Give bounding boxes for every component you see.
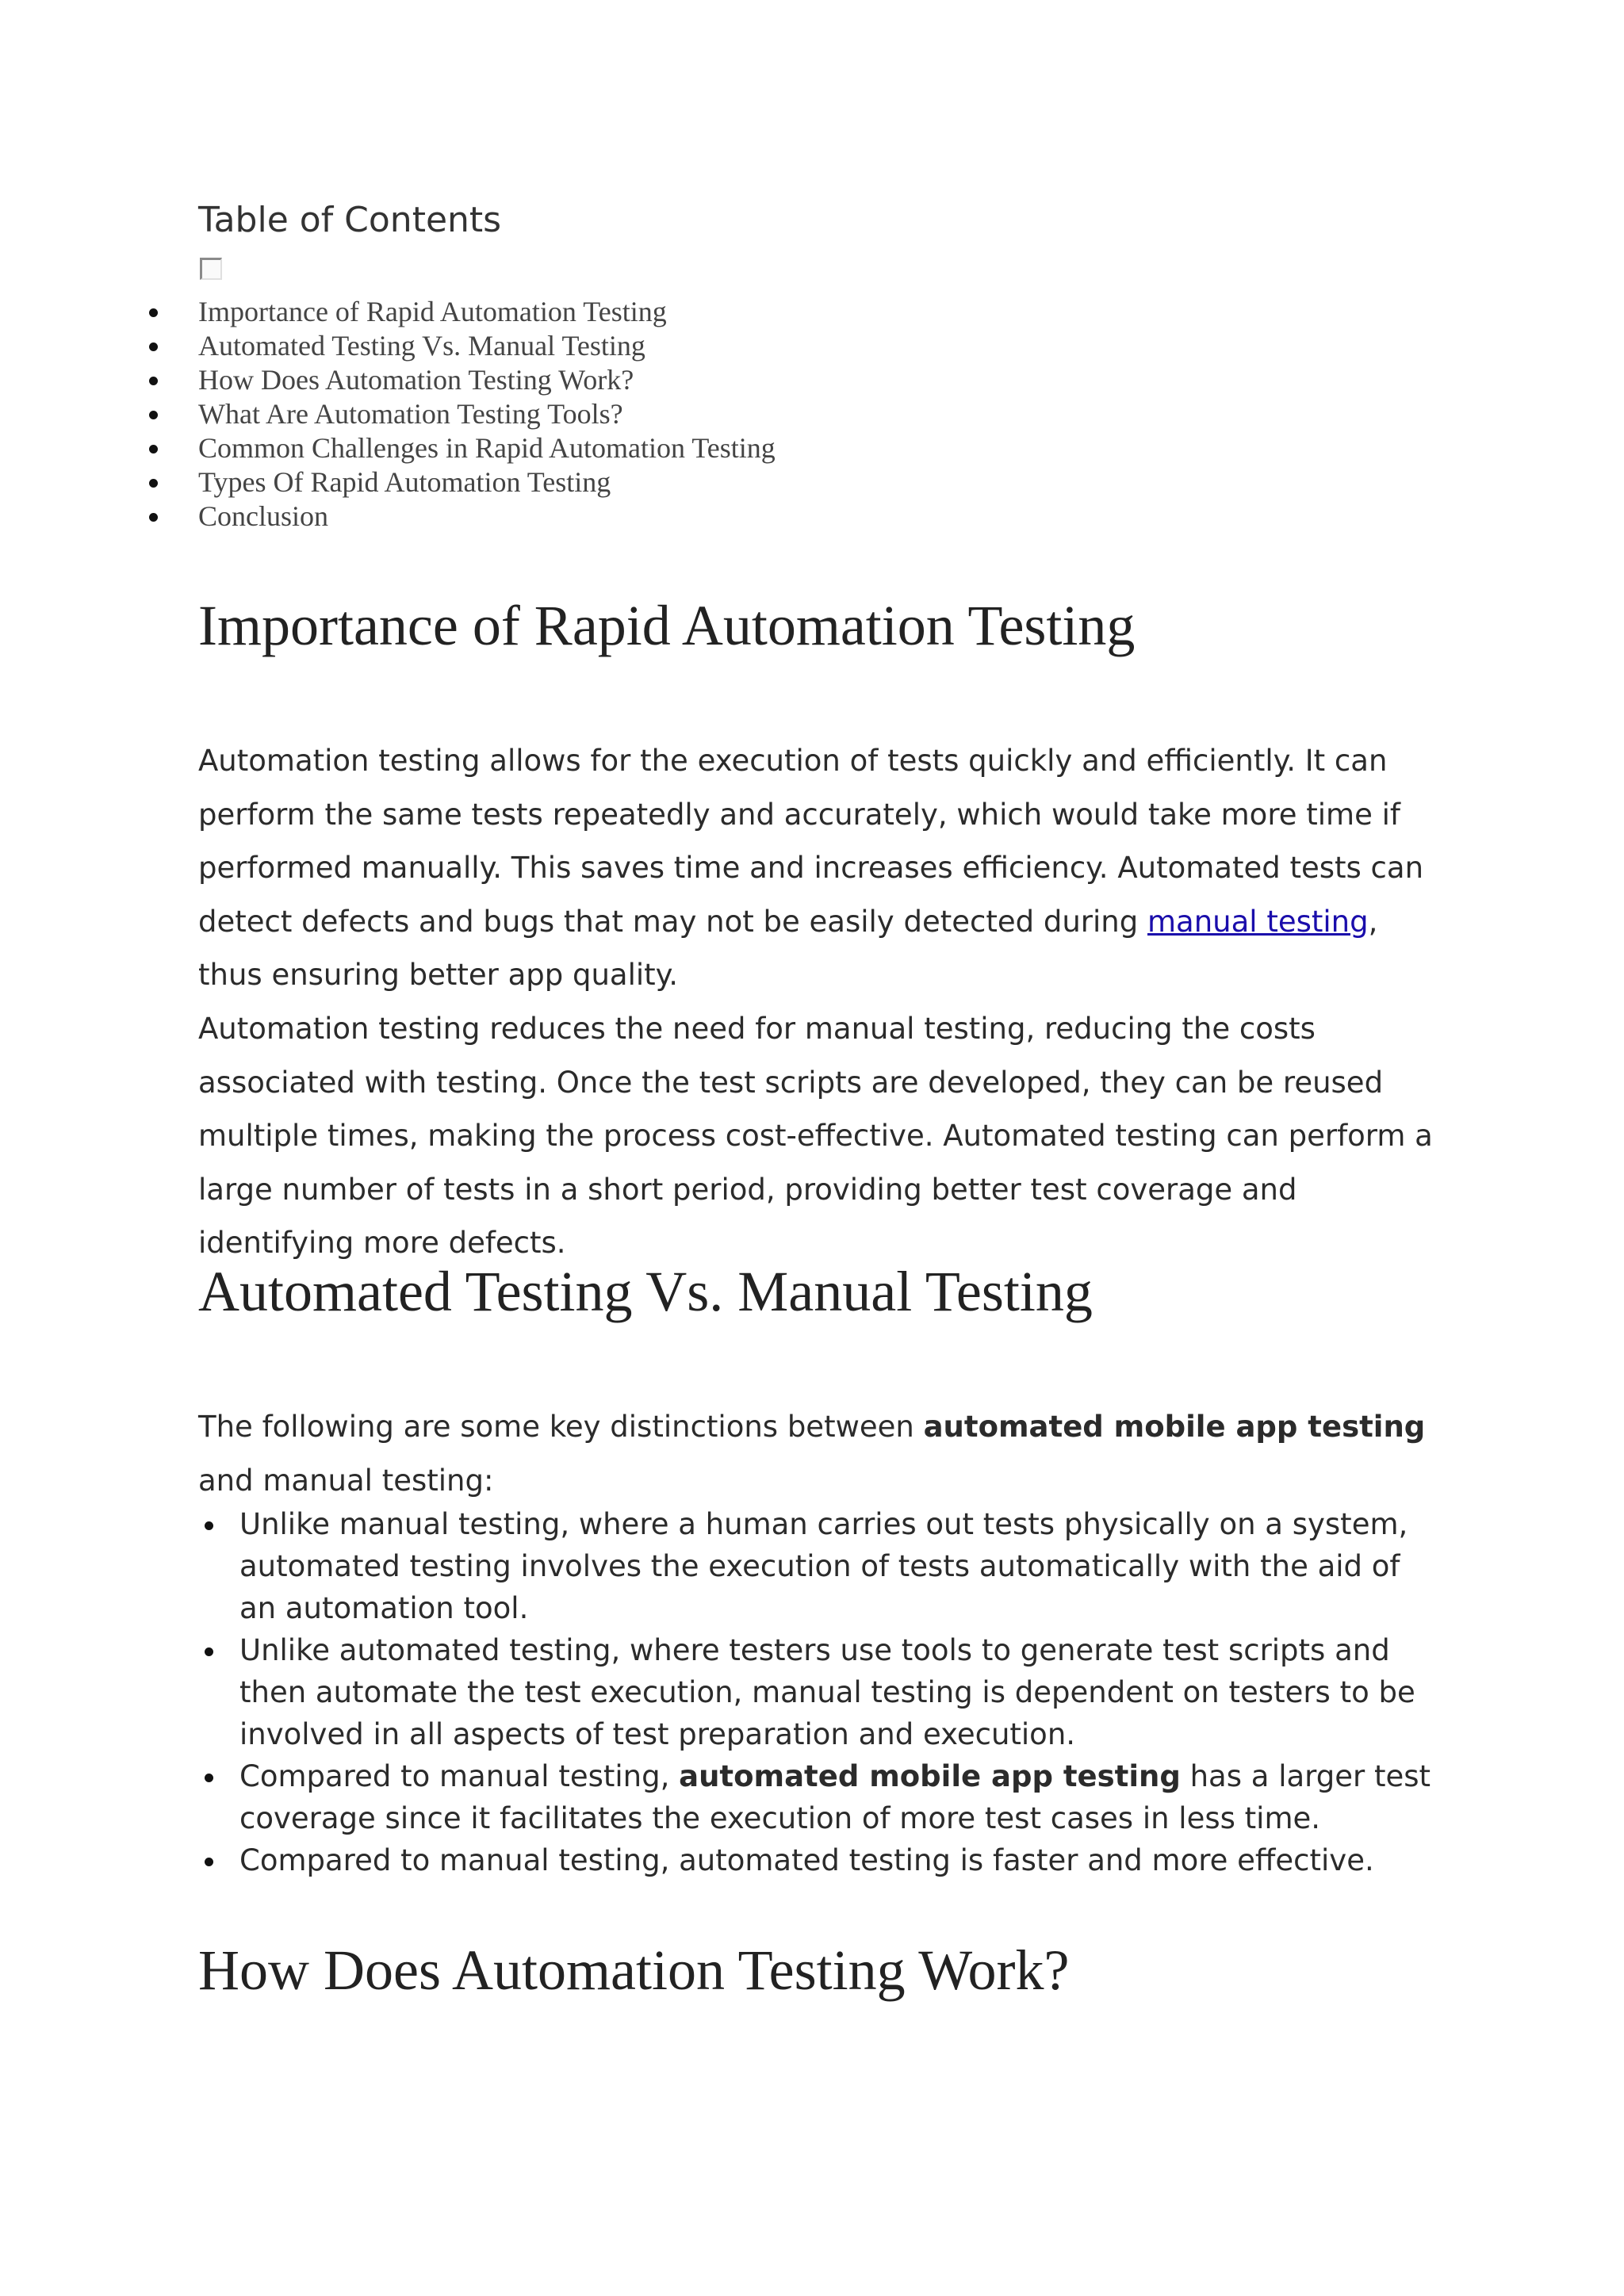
list-item-text: has a larger test coverage since it facilitates the execution of more test cases in less time. [239,1759,1431,1835]
list-item-text: Compared to manual testing, [239,1759,680,1793]
paragraph-distinctions-intro [198,1400,1435,1507]
toc-toggle-checkbox[interactable] [200,258,222,280]
distinctions-list [198,1503,1443,1881]
toc-title: Table of Contents [198,200,502,240]
paragraph-text: Automation testing allows for the execution of tests quickly and efficiently. It can perform the same tests repeatedly and accurately, which would take more time if performed manually. This saves time and increases efficiency. Automated tests can detect defects and bugs that may not be easily detected during [198,744,1424,939]
paragraph-importance-2: Automation testing reduces the need for manual testing, reducing the costs associated with testing. Once the test scripts are developed, they can be reused multiple times, making the process cost-effective. Automated testing can perform a large number of tests in a short period, providing better test coverage and identifying more defects. [198,1012,1433,1260]
section-heading-automated-vs-manual: Automated Testing Vs. Manual Testing [198,1260,1093,1323]
toc-item-challenges[interactable]: Common Challenges in Rapid Automation Testing [0,431,1110,465]
list-item: Unlike automated testing, where testers use tools to generate test scripts and then automate the test execution, manual testing is dependent on testers to be involved in all aspects of test preparation and execution. [198,1629,1443,1755]
bold-text: automated mobile app testing [679,1759,1181,1793]
bold-text: automated mobile app testing [923,1410,1426,1444]
toc-item-types[interactable]: Types Of Rapid Automation Testing [0,465,1110,499]
list-item [198,1755,1443,1839]
manual-testing-link[interactable]: manual testing [1147,904,1369,939]
list-item: Unlike manual testing, where a human carries out tests physically on a system, automated testing involves the execution of tests automatically with the aid of an automation tool. [198,1503,1443,1629]
paragraph-text: and manual testing: [198,1463,494,1498]
paragraph-importance-1 [198,734,1435,1002]
toc-item-conclusion[interactable]: Conclusion [0,499,1110,534]
toc-item-tools[interactable]: What Are Automation Testing Tools? [0,397,1110,431]
list-item: Compared to manual testing, automated testing is faster and more effective. [198,1839,1443,1881]
section-heading-how-it-works: How Does Automation Testing Work? [198,1938,1070,2002]
toc-item-automated-vs-manual[interactable]: Automated Testing Vs. Manual Testing [0,329,1110,363]
toc-list [0,295,1110,534]
toc-item-importance[interactable]: Importance of Rapid Automation Testing [0,295,1110,329]
toc-item-how-it-works[interactable]: How Does Automation Testing Work? [0,363,1110,397]
paragraph-text: , thus ensuring better app quality. [198,904,1378,992]
section-heading-importance: Importance of Rapid Automation Testing [198,594,1136,657]
paragraph-text: The following are some key distinctions between [198,1410,924,1444]
